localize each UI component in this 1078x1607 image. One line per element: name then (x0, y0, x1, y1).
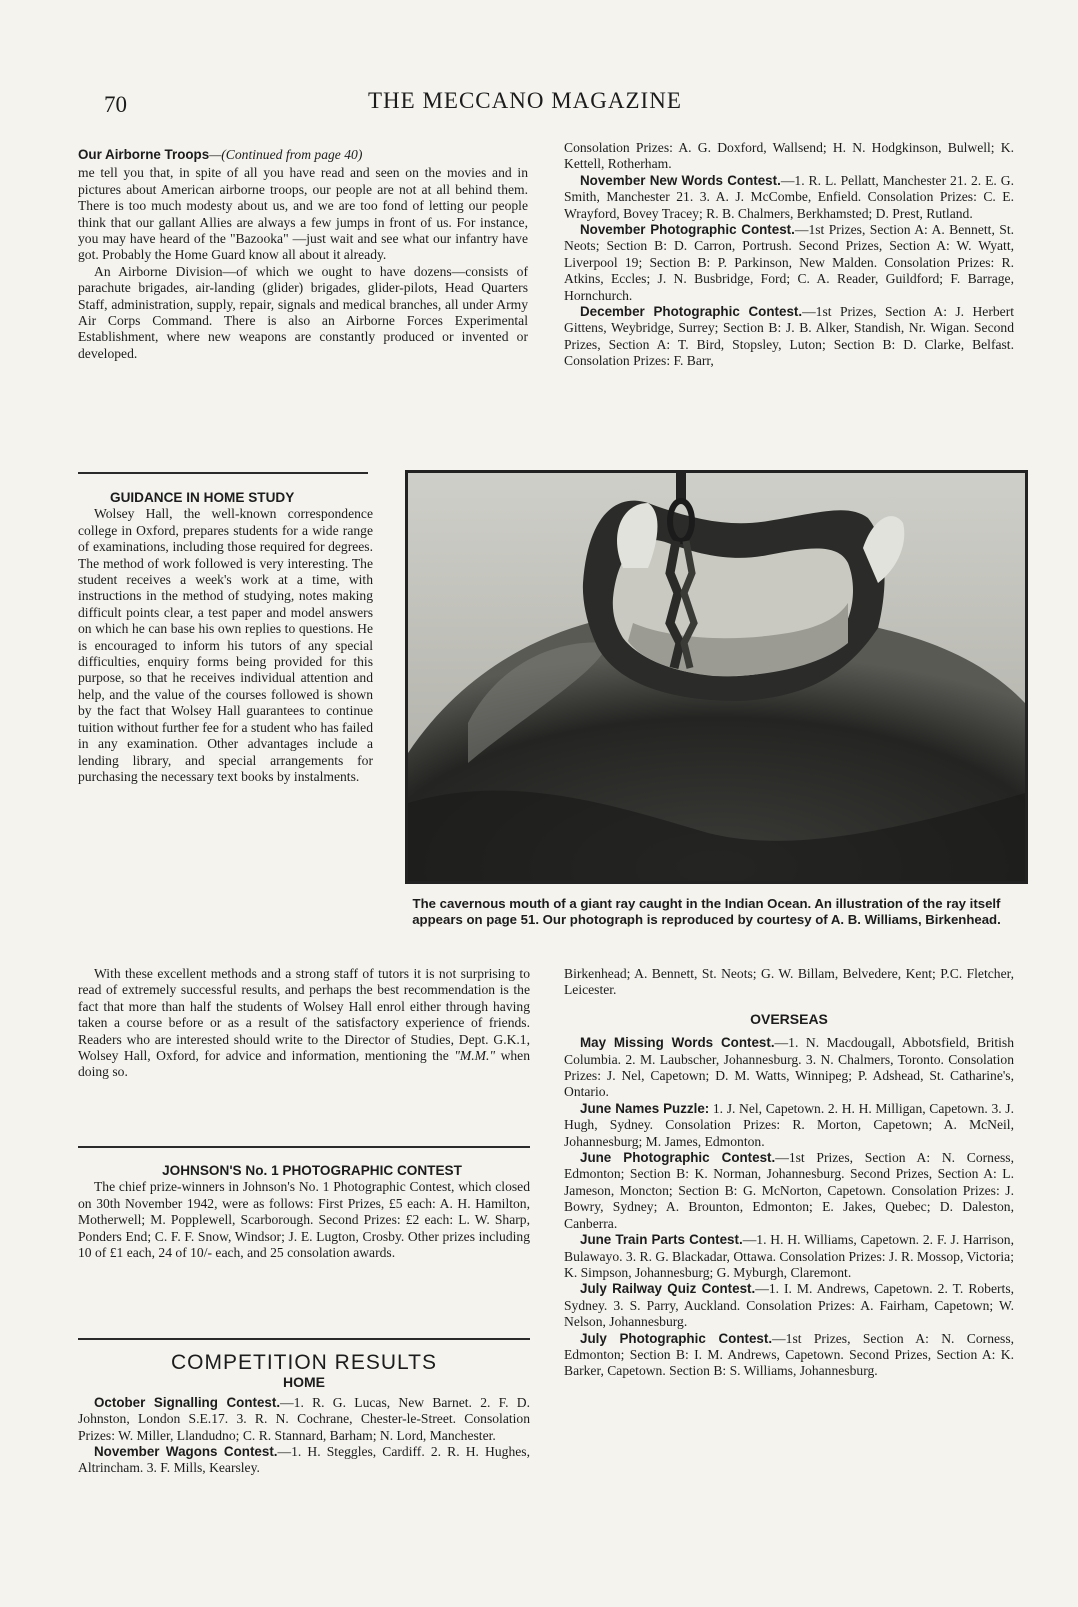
guidance-paragraph-1: Wolsey Hall, the well-known correspondence college in Oxford, prepares students for a wide range of examinations, including those required for degrees. The method of work followed is very interesting. The student receives a week's work at a time, with instructions in the method of studying, notes making difficult points clear, a test paper and model answers on which he can base his own replies to questions. He is encouraged to inform his tutors of any special difficulties, enquiry forms being provided for this purpose, so that he receives individual attention and help, and the value of the courses followed is shown by the fact that Wolsey Hall guarantees to continue tuition without further fee for a student who has failed in any examination. Other advantages include a lending library, and special arrangements for purchasing the necessary text books by instalments. (78, 506, 373, 784)
result-entry (564, 1101, 1014, 1150)
result-entry (564, 304, 1014, 370)
guidance-tail: when doing so. (78, 1048, 531, 1080)
home-results-tail: Birkenhead; A. Bennett, St. Neots; G. W. Billam, Belvedere, Kent; P.C. Fletcher, Leicester. (564, 966, 1014, 998)
mm-abbrev: "M.M." (454, 1048, 496, 1064)
result-entry (564, 1035, 1014, 1101)
guidance-heading: GUIDANCE IN HOME STUDY (110, 490, 295, 505)
divider (78, 472, 368, 474)
magazine-title: THE MECCANO MAGAZINE (368, 88, 682, 113)
result-entry (564, 1281, 1014, 1330)
airborne-heading (78, 147, 528, 163)
result-title: June Names Puzzle: (580, 1100, 710, 1116)
home-results-continued (564, 140, 1014, 370)
guidance-article (78, 490, 373, 785)
result-text: —1st Prizes, Section A: N. Corness, Edmonton; Section B: K. Norman, Johannesburg. Second Prizes, Section A: L. Jameson, Moncton; Section B: G. McNorton, Capetown. Consolation Prizes: J. Bowry, Sydney; A. Brounton, Edmonton; E. Jakes, Quebec; D. Daleston, Canberra. (564, 1150, 1014, 1231)
ray-mouth-image (408, 473, 1025, 881)
result-text: 1. J. Nel, Capetown. 2. H. H. Milligan, Capetown. 3. J. Hugh, Sydney. Consolation Prizes: R. Morton, Capetown; A. McNeil, Johannesburg; M. James, Edmonton. (564, 1100, 1014, 1149)
johnson-article (78, 1163, 530, 1261)
guidance-paragraph-2-text: With these excellent methods and a strong staff of tutors it is not surprising to read of extremely successful results, and perhaps the best recommendation is the fact that more than half the students of Wolsey Hall enrol either through having taken a course before or as a result of the satisfactory experience of friends. Readers who are interested should write to the Director of Studies, Dept. G.K.1, Wolsey Hall, Oxford, for advice and information, mentioning the (78, 966, 530, 1064)
result-title: November New Words Contest. (580, 172, 781, 188)
result-entry (78, 1444, 530, 1477)
overseas-results (564, 966, 1014, 1380)
result-title: May Missing Words Contest. (580, 1035, 775, 1051)
result-title: July Railway Quiz Contest. (580, 1281, 756, 1297)
result-title: July Photographic Contest. (580, 1330, 773, 1346)
result-text: Consolation Prizes: A. G. Doxford, Wallsend; H. N. Hodgkinson, Bulwell; K. Kettell, Rotherham. (564, 140, 1014, 172)
result-text: —1. H. Steggles, Cardiff. 2. R. H. Hughes, Altrincham. 3. F. Mills, Kearsley. (78, 1444, 530, 1476)
result-entry (564, 1331, 1014, 1380)
result-entry (78, 1395, 530, 1444)
airborne-article (78, 147, 528, 362)
page-number: 70 (104, 92, 127, 117)
guidance-continued (78, 966, 530, 1081)
airborne-paragraph-2: An Airborne Division—of which we ought to have dozens—consists of parachute brigades, air-landing (glider) brigades, glider-pilots, Head Quarters Staff, administration, supply, repair, signals and medical branches, all under Army Air Corps Command. There is also an Airborne Forces Experimental Establishment, where new weapons are constantly produced or invented or developed. (78, 263, 528, 361)
airborne-paragraph-1: me tell you that, in spite of all you have read and seen on the movies and in pictures about American airborne troops, our people are not at all behind them. There is too much modesty about us, and we are too fond of letting our people think that our gallant Allies are always a few jumps in front of us. For instance, you may have heard of the "Bazooka" —just wait and see what our infantry have got. Probably the Home Guard know all about it already. (78, 165, 528, 263)
result-title: October Signalling Contest. (94, 1394, 281, 1410)
home-heading: HOME (283, 1374, 325, 1391)
divider (78, 1146, 530, 1148)
result-entry (564, 1150, 1014, 1232)
airborne-title: Our Airborne Troops (78, 147, 210, 162)
result-title: June Train Parts Contest. (580, 1232, 743, 1248)
result-text: —1st Prizes, Section A: N. Corness, Edmonton; Section B: I. M. Andrews, Capetown. Second Prizes, Section A: K. Barker, Capetown. Section B: S. Williams, Johannesburg. (564, 1330, 1015, 1379)
photo-caption: The cavernous mouth of a giant ray caught in the Indian Ocean. An illustration of the ray itself appears on page 51. Our photograph is reproduced by courtesy of A. B. Williams, Birkenhead. (412, 896, 1001, 927)
result-title: December Photographic Contest. (580, 304, 803, 320)
overseas-heading: OVERSEAS (750, 1010, 828, 1027)
result-text: —1st Prizes, Section A: J. Herbert Gittens, Weybridge, Surrey; Section B: J. B. Alker, Standish, Nr. Wigan. Second Prizes, Section A: T. Bird, Stopsley, Luton; Section B: D. Clarke, Belfast. Consolation Prizes: F. Barr, (564, 304, 1014, 369)
johnson-paragraph: The chief prize-winners in Johnson's No. 1 Photographic Contest, which closed on 30th November 1942, were as follows: First Prizes, £5 each: A. H. Hamilton, Motherwell; M. Popplewell, Scarborough. Second Prizes: £2 each: L. W. Sharp, Ponders End; C. F. F. Snow, Windsor; J. E. Lugton, Crosby. Other prizes including 10 of £1 each, 24 of 10/- each, and 25 consolation awards. (78, 1179, 530, 1261)
continued-note: —(Continued from page 40) (209, 147, 363, 162)
result-entry (564, 173, 1014, 222)
result-text: —1. I. M. Andrews, Capetown. 2. T. Roberts, Sydney. 3. S. Parry, Auckland. Consolation Prizes: A. Fairham, Capetown; W. Nelson, Johannesburg. (564, 1281, 1015, 1330)
result-title: November Wagons Contest. (94, 1444, 278, 1460)
result-entry (564, 1232, 1014, 1281)
guidance-paragraph-2 (78, 966, 530, 1081)
result-text: —1. R. G. Lucas, New Barnet. 2. F. D. Johnston, London S.E.17. 3. R. N. Cochrane, Chester-le-Street. Consolation Prizes: W. Miller, Llandudno; C. R. Stannard, Barham; N. Lord, Manchester. (78, 1394, 530, 1443)
divider (78, 1338, 530, 1340)
result-entry (564, 222, 1014, 304)
competition-heading: COMPETITION RESULTS (171, 1351, 437, 1374)
giant-ray-photo (405, 470, 1028, 884)
result-text: —1. R. L. Pellatt, Manchester 21. 2. E. G. Smith, Manchester 21. 3. A. J. McCombe, Enfield. Consolation Prizes: C. E. Wrayford, Bovey Tracey; R. B. Chalmers, Berkhamsted; D. Prest, Rutland. (564, 172, 1014, 221)
johnson-heading: JOHNSON'S No. 1 PHOTOGRAPHIC CONTEST (162, 1163, 462, 1178)
result-text: —1st Prizes, Section A: A. Bennett, St. Neots; Section B: D. Carron, Portrush. Second Prizes, Section A: W. Wyatt, Liverpool 19; Section B: P. Parkinson, New Malden. Consolation Prizes: R. Atkins, Eccles; J. N. Busbridge, Ford; C. A. Reader, Guildford; F. Barrage, Hornchurch. (564, 222, 1015, 303)
competition-results (78, 1351, 530, 1477)
result-text: —1. H. H. Williams, Capetown. 2. F. J. Harrison, Bulawayo. 3. R. G. Blackadar, Ottawa. Consolation Prizes: J. R. Mossop, Victoria; K. Simpson, Johannesburg; G. Myburgh, Claremont. (564, 1232, 1014, 1280)
result-title: June Photographic Contest. (580, 1150, 776, 1166)
result-text: —1. N. Macdougall, Abbotsfield, British Columbia. 2. M. Laubscher, Johannesburg. 3. N. Chalmers, Toronto. Consolation Prizes: J. Nel, Capetown; D. M. Watts, Winnipeg; P. Adshead, St. Catharine's, Ontario. (564, 1035, 1014, 1100)
result-title: November Photographic Contest. (580, 222, 795, 238)
result-entry (564, 140, 1014, 173)
